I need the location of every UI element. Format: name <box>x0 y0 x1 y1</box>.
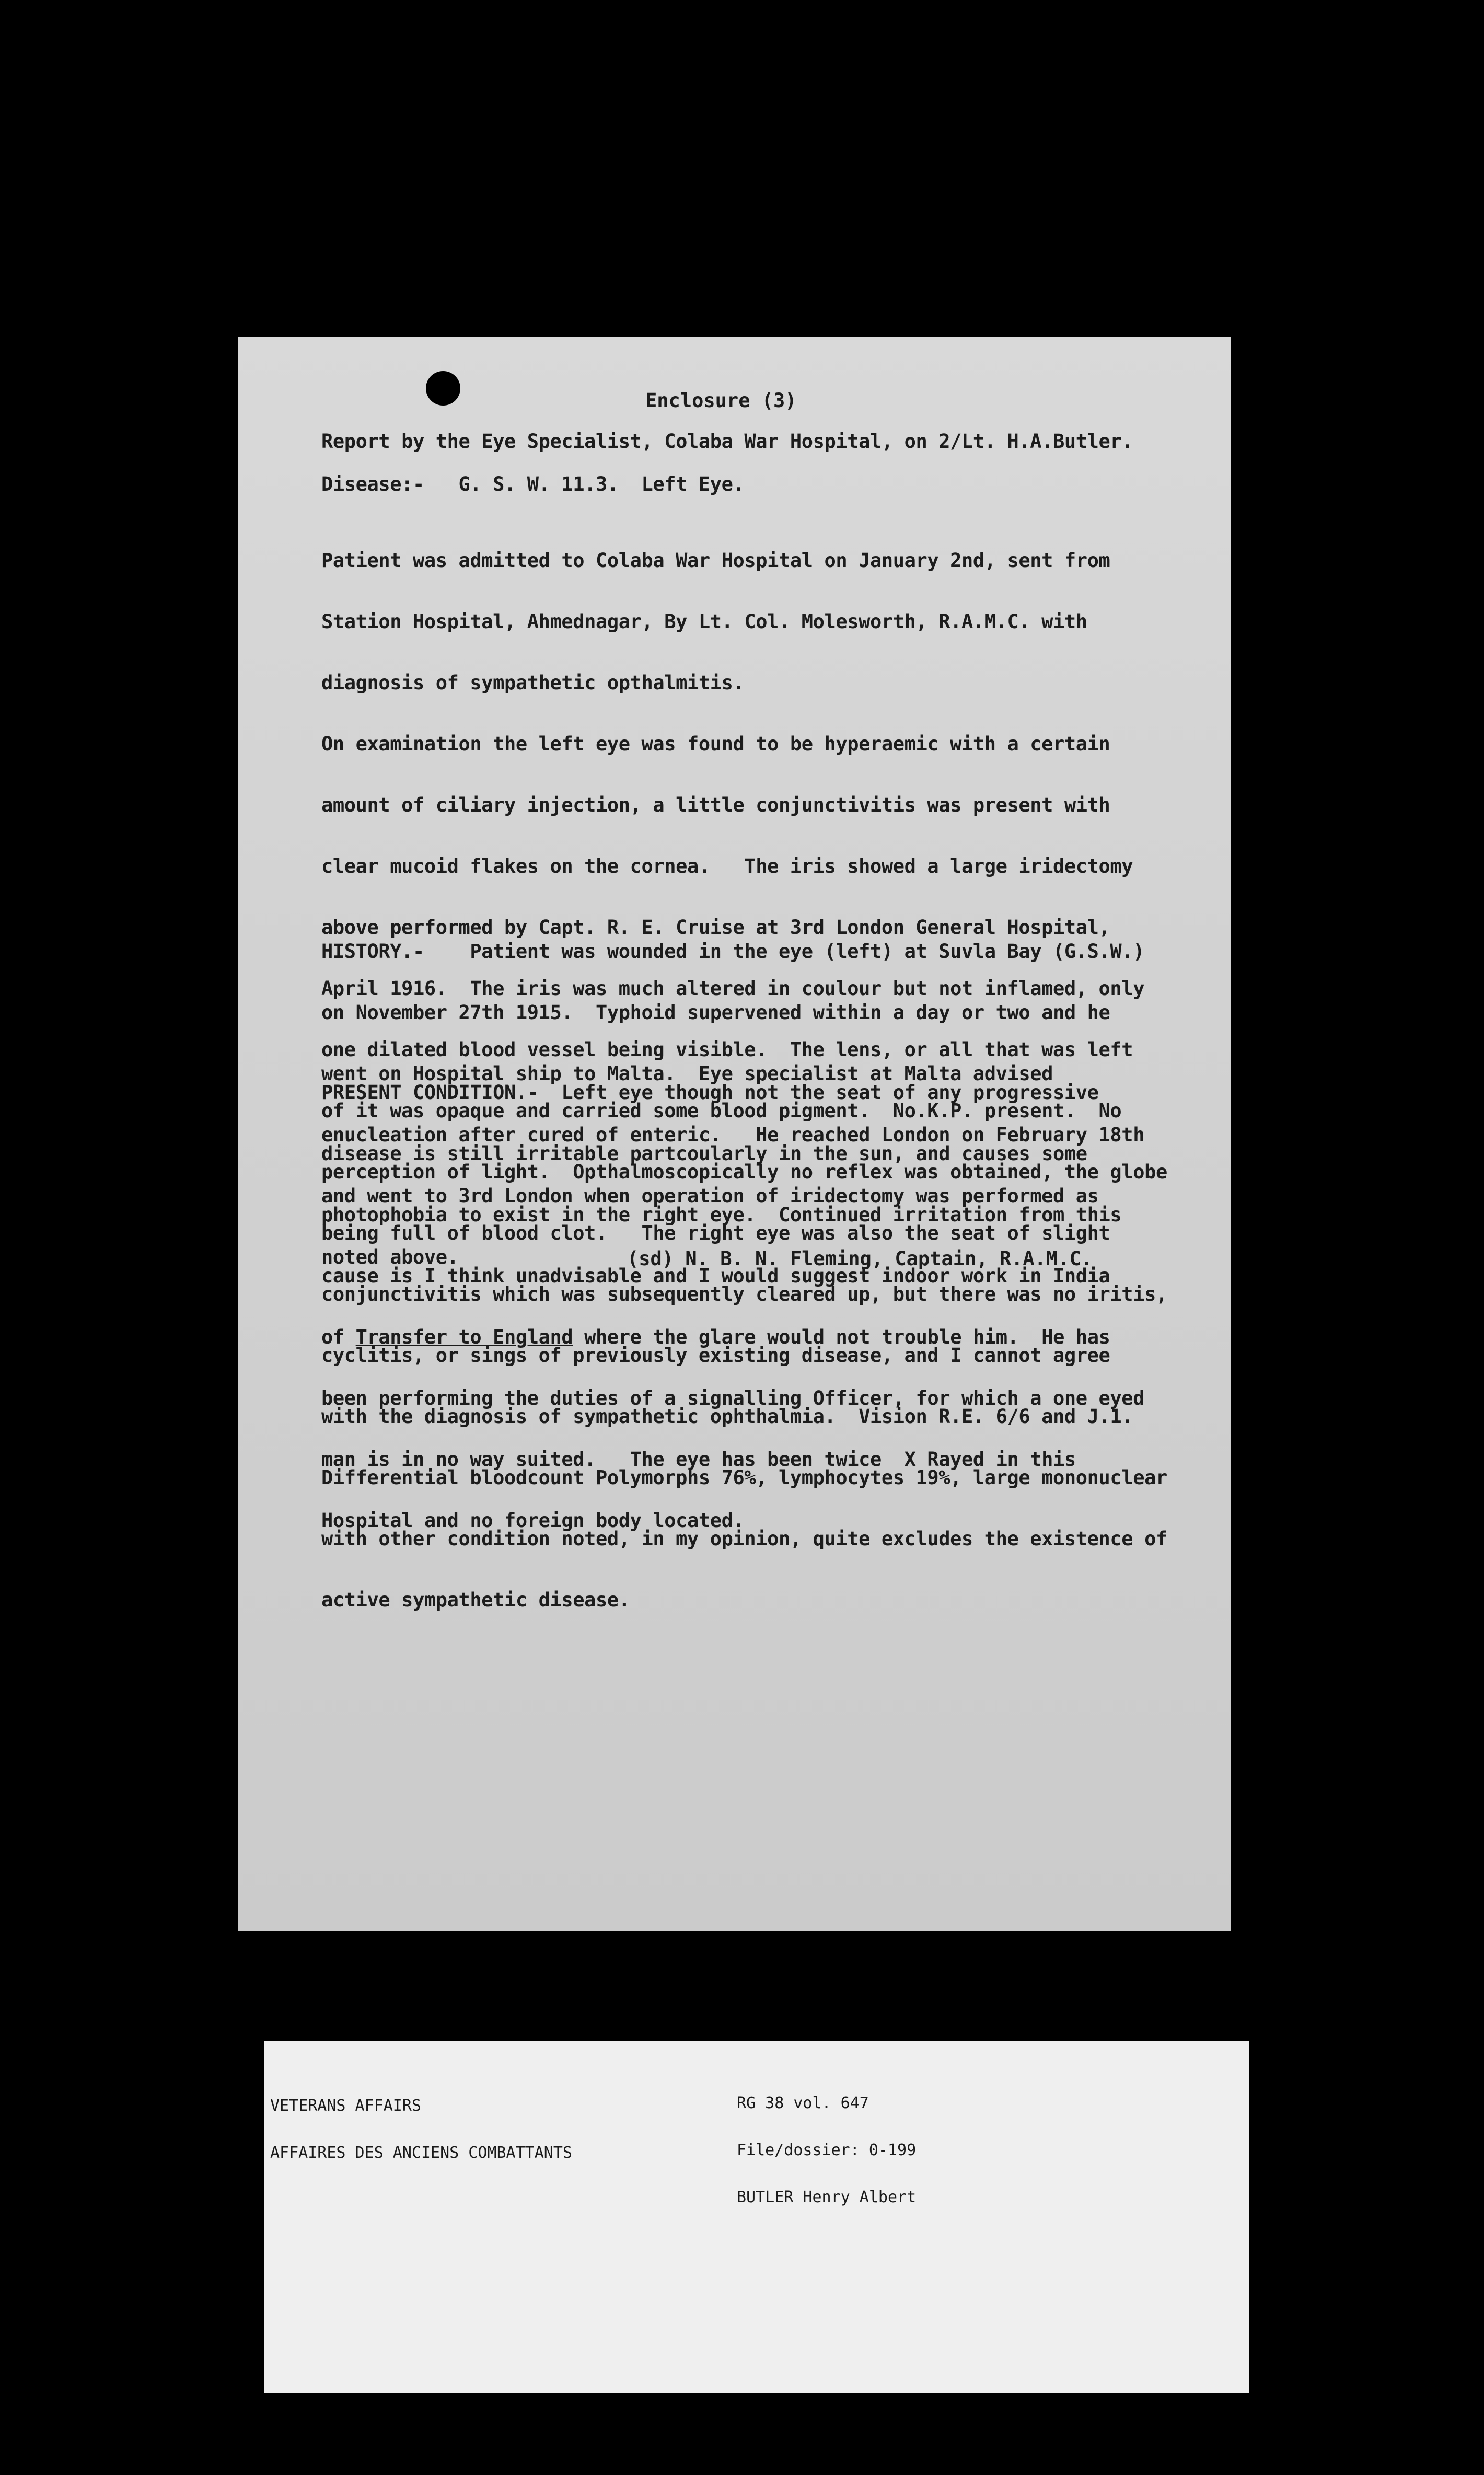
text-line: been performing the duties of a signalling Officer, for which a one eyed <box>321 1387 1145 1409</box>
archive-label <box>264 2041 1249 2393</box>
archive-department <box>270 2067 572 2192</box>
present-condition-paragraph <box>321 1042 1210 1571</box>
text-line: of it was opaque and carried some blood pigment. No.K.P. present. No <box>321 1100 1122 1122</box>
department-french: AFFAIRES DES ANCIENS COMBATTANTS <box>270 2144 572 2162</box>
text-line: noted above. <box>321 1246 459 1268</box>
text-line: being full of blood clot. The right eye was also the seat of slight <box>321 1222 1110 1244</box>
text-line <box>321 1327 1210 1347</box>
text-line: with the diagnosis of sympathetic ophthalmia. Vision R.E. 6/6 and J.1. <box>321 1405 1133 1428</box>
text-line: April 1916. The iris was much altered in coulour but not inflamed, only <box>321 977 1145 1000</box>
text-line: went on Hospital ship to Malta. Eye specialist at Malta advised <box>321 1062 1053 1085</box>
text-line: Hospital and no foreign body located. <box>321 1509 745 1532</box>
text-line: conjunctivitis which was subsequently cleared up, but there was no iritis, <box>321 1283 1167 1305</box>
report-title: Report by the Eye Specialist, Colaba War Hospital, on 2/Lt. H.A.Butler. <box>321 430 1133 453</box>
text-line: active sympathetic disease. <box>321 1589 630 1611</box>
text-line: enucleation after cured of enteric. He reached London on February 18th <box>321 1124 1145 1146</box>
text-line: with other condition noted, in my opinion, quite excludes the existence of <box>321 1528 1167 1550</box>
text-line: and went to 3rd London when operation of iridectomy was performed as <box>321 1185 1099 1207</box>
text-line: HISTORY.- Patient was wounded in the eye (left) at Suvla Bay (G.S.W.) <box>321 940 1145 963</box>
text-line: PRESENT CONDITION.- Left eye though not the seat of any progressive <box>321 1081 1099 1104</box>
document-page <box>238 337 1231 1931</box>
text-line: Station Hospital, Ahmednagar, By Lt. Col. Molesworth, R.A.M.C. with <box>321 610 1087 633</box>
record-group: RG 38 vol. 647 <box>737 2094 869 2112</box>
subject-name: BUTLER Henry Albert <box>737 2188 917 2206</box>
text-line: On examination the left eye was found to be hyperaemic with a certain <box>321 733 1110 755</box>
text-line: amount of ciliary injection, a little conjunctivitis was present with <box>321 794 1110 816</box>
text-line: on November 27th 1915. Typhoid supervened within a day or two and he <box>321 1001 1110 1024</box>
text-line: man is in no way suited. The eye has been twice X Rayed in this <box>321 1448 1076 1471</box>
text-line: cause is I think unadvisable and I would suggest indoor work in India <box>321 1265 1110 1287</box>
text-line: Differential bloodcount Polymorphs 76%, lymphocytes 19%, large mononuclear <box>321 1466 1167 1489</box>
department-english: VETERANS AFFAIRS <box>270 2097 421 2115</box>
text-line: above performed by Capt. R. E. Cruise at 3rd London General Hospital, <box>321 916 1110 939</box>
text-line: cyclitis, or sings of previously existing disease, and I cannot agree <box>321 1344 1110 1367</box>
text-fragment: of <box>321 1326 356 1348</box>
archive-reference <box>737 2064 916 2237</box>
punch-hole <box>426 371 460 406</box>
text-line: photophobia to exist in the right eye. Continued irritation from this <box>321 1204 1122 1226</box>
text-line: clear mucoid flakes on the cornea. The iris showed a large iridectomy <box>321 855 1133 877</box>
text-fragment: where the glare would not trouble him. He has <box>573 1326 1110 1348</box>
file-number: File/dossier: 0-199 <box>737 2141 917 2159</box>
underlined-phrase: Transfer to England <box>355 1326 573 1348</box>
signature-line: (sd) N. B. N. Fleming, Captain, R.A.M.C. <box>627 1247 1093 1270</box>
text-line: perception of light. Opthalmoscopically no reflex was obtained, the globe <box>321 1161 1167 1183</box>
disease-line: Disease:- G. S. W. 11.3. Left Eye. <box>321 473 745 495</box>
text-line: one dilated blood vessel being visible. The lens, or all that was left <box>321 1038 1133 1061</box>
text-line: Patient was admitted to Colaba War Hospital on January 2nd, sent from <box>321 549 1110 572</box>
enclosure-heading: Enclosure (3) <box>645 389 797 412</box>
text-line: diagnosis of sympathetic opthalmitis. <box>321 672 745 694</box>
text-line: disease is still irritable partcoularly in the sun, and causes some <box>321 1142 1087 1165</box>
